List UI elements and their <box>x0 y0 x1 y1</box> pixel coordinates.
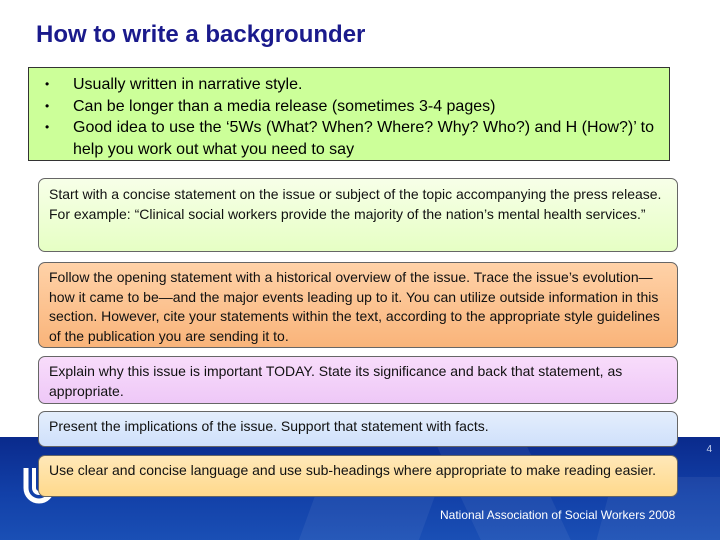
bullet-marker: • <box>45 98 50 113</box>
bullet-marker: • <box>45 120 50 134</box>
bullet-text: Can be longer than a media release (sometimes 3-4 pages) <box>73 97 496 115</box>
step-card-language-tips: Use clear and concise language and use sub-headings where appropriate to make reading easier. <box>38 455 678 497</box>
bullet-item <box>41 74 661 96</box>
bullet-text: Usually written in narrative style. <box>73 76 303 93</box>
page-number: 4 <box>706 444 712 455</box>
slide-title: How to write a backgrounder <box>36 21 366 48</box>
bullet-item <box>41 117 661 160</box>
bullet-marker: • <box>45 77 50 91</box>
step-card-implications: Present the implications of the issue. Support that statement with facts. <box>38 411 678 447</box>
step-card-historical-overview: Follow the opening statement with a historical overview of the issue. Trace the issue’s evolution—how it came to be—and the major events leading up to it. You can utilize outside information in this section. However, cite your statements within the text, according to the appropriate style guidelines of the publication you are sending it to. <box>38 262 678 348</box>
bullet-text: Good idea to use the ‘5Ws (What? When? Where? Why? Who?) and H (How?)’ to help you work out what you need to say <box>73 119 654 158</box>
footer-credit: National Association of Social Workers 2008 <box>440 508 676 522</box>
key-points-box <box>28 67 670 161</box>
step-card-opening-statement: Start with a concise statement on the issue or subject of the topic accompanying the press release. For example: “Clinical social workers provide the majority of the nation’s mental health services.” <box>38 178 678 252</box>
step-card-importance-today: Explain why this issue is important TODAY. State its significance and back that statement, as appropriate. <box>38 356 678 404</box>
bullet-item <box>41 96 661 118</box>
bullet-list <box>41 74 661 160</box>
